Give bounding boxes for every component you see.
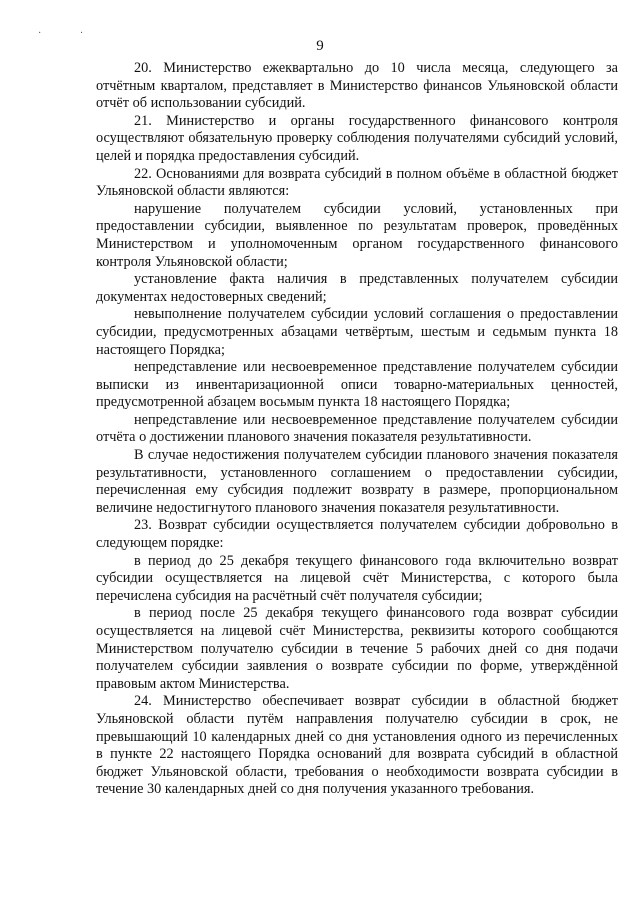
- paragraph-20: 20. Министерство ежеквартально до 10 числа месяца, следующего за отчётным кварталом, представляет в Министерство финансов Ульяновской области отчёт об использовании субсидий.: [96, 60, 618, 112]
- paragraph-22-item-nonfulfillment: невыполнение получателем субсидии условий соглашения о предоставлении субсидии, предусмотренных абзацами четвёртым, шестым и седьмым пункта 18 настоящего Порядка;: [96, 306, 618, 358]
- paragraph-22-non-achievement: В случае недостижения получателем субсидии планового значения показателя результативности, установленного соглашением о предоставлении субсидии, перечисленная ему субсидия подлежит возврату в размере, пропорциональном величине недостигнутого планового значения показателя результативности.: [96, 447, 618, 516]
- paragraph-22: 22. Основаниями для возврата субсидий в полном объёме в областной бюджет Ульяновской области являются:: [96, 165, 618, 200]
- paragraph-21: 21. Министерство и органы государственного финансового контроля осуществляют обязательную проверку соблюдения получателями субсидий условий, целей и порядка предоставления субсидий.: [96, 112, 618, 164]
- paragraph-22-item-violation: нарушение получателем субсидии условий, установленных при предоставлении субсидии, выявленное по результатам проверок, проведённых Министерством и уполномоченным органом государственного финансового контроля Ульяновской области;: [96, 200, 618, 270]
- paragraph-22-item-report: непредставление или несвоевременное представление получателем субсидии отчёта о достижении планового значения показателя результативности.: [96, 411, 618, 446]
- scan-specks: · ·: [38, 28, 102, 39]
- paragraph-22-item-false-info: установление факта наличия в представленных получателем субсидии документах недостоверных сведений;: [96, 271, 618, 305]
- paragraph-23-after-dec25: в период после 25 декабря текущего финансового года возврат субсидии осуществляется на лицевой счёт Министерства, реквизиты которого сообщаются Министерством получателю субсидии в течение 5 рабочих дней со дня подачи получателем субсидии заявления о возврате субсидии по форме, утверждённой правовым актом Министерства.: [96, 605, 618, 692]
- paragraph-23: 23. Возврат субсидии осуществляется получателем субсидии добровольно в следующем порядке:: [96, 517, 618, 552]
- document-body: [96, 60, 618, 799]
- paragraph-24: 24. Министерство обеспечивает возврат субсидии в областной бюджет Ульяновской области путём направления получателю субсидии в срок, не превышающий 10 календарных дней со дня установления одного из перечисленных в пункте 22 настоящего Порядка оснований для возврата субсидий в областной бюджет Ульяновской области, требования о необходимости возврата субсидии в течение 30 календарных дней со дня получения указанного требования.: [96, 693, 618, 798]
- paragraph-23-before-dec25: в период до 25 декабря текущего финансового года включительно возврат субсидии осуществляется на лицевой счёт Министерства, с которого была перечислена субсидия на расчётный счёт получателя субсидии;: [96, 552, 618, 604]
- page-number: 9: [316, 38, 324, 54]
- paragraph-22-item-inventory: непредставление или несвоевременное представление получателем субсидии выписки из инвентаризационной описи товарно-материальных ценностей, предусмотренной абзацем восьмым пункта 18 настоящего Порядка;: [96, 359, 618, 411]
